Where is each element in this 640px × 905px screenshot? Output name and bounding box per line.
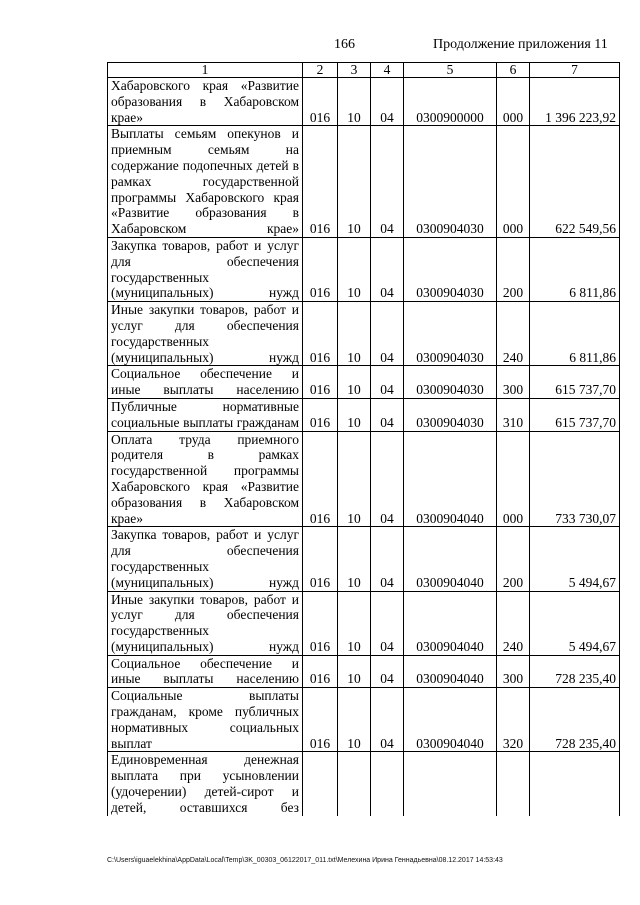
table-row bbox=[108, 237, 620, 301]
cell-col-3: 10 bbox=[338, 366, 371, 399]
cell-col-4: 04 bbox=[371, 78, 404, 126]
cell-col-7: 5 494,67 bbox=[530, 591, 620, 655]
budget-table bbox=[107, 62, 620, 816]
cell-col-2: 016 bbox=[303, 126, 338, 238]
cell-col-7: 1 396 223,92 bbox=[530, 78, 620, 126]
column-header: 5 bbox=[404, 63, 497, 78]
cell-col-6: 300 bbox=[497, 366, 530, 399]
table-row bbox=[108, 655, 620, 688]
cell-col-4: 04 bbox=[371, 688, 404, 752]
cell-col-6: 300 bbox=[497, 655, 530, 688]
cell-col-3: 10 bbox=[338, 688, 371, 752]
cell-col-5: 0300904040 bbox=[404, 591, 497, 655]
cell-col-7: 615 737,70 bbox=[530, 366, 620, 399]
cell-col-4: 04 bbox=[371, 302, 404, 366]
cell-col-7: 622 549,56 bbox=[530, 126, 620, 238]
cell-col-2: 016 bbox=[303, 655, 338, 688]
table-row bbox=[108, 527, 620, 591]
cell-col-3: 10 bbox=[338, 527, 371, 591]
cell-col-6: 000 bbox=[497, 431, 530, 527]
table-row bbox=[108, 591, 620, 655]
row-description: Закупка товаров, работ и услуг для обеспечения государственных (муниципальных) нужд bbox=[108, 237, 303, 301]
cell-col-2: 016 bbox=[303, 302, 338, 366]
cell-col-3: 10 bbox=[338, 398, 371, 431]
cell-col-7: 6 811,86 bbox=[530, 237, 620, 301]
cell-col-3: 10 bbox=[338, 591, 371, 655]
cell-col-2: 016 bbox=[303, 688, 338, 752]
row-description: Закупка товаров, работ и услуг для обеспечения государственных (муниципальных) нужд bbox=[108, 527, 303, 591]
cell-col-5: 0300900000 bbox=[404, 78, 497, 126]
cell-col-6: 240 bbox=[497, 302, 530, 366]
row-description: Выплаты семьям опекунов и приемным семьям на содержание подопечных детей в рамках государственной программы Хабаровского края «Развитие образования в Хабаровском крае» bbox=[108, 126, 303, 238]
cell-col-2: 016 bbox=[303, 366, 338, 399]
cell-col-2: 016 bbox=[303, 527, 338, 591]
cell-col-5: 0300904030 bbox=[404, 366, 497, 399]
cell-col-6: 320 bbox=[497, 688, 530, 752]
cell-col-4: 04 bbox=[371, 398, 404, 431]
table-header-row bbox=[108, 63, 620, 78]
cell-col-2: 016 bbox=[303, 237, 338, 301]
cell-col-4: 04 bbox=[371, 431, 404, 527]
cell-col-4: 04 bbox=[371, 126, 404, 238]
cell-col-6: 240 bbox=[497, 591, 530, 655]
cell-col-5: 0300904040 bbox=[404, 431, 497, 527]
cell-col-5: 0300904040 bbox=[404, 527, 497, 591]
cell-col-3: 10 bbox=[338, 431, 371, 527]
column-header: 4 bbox=[371, 63, 404, 78]
cell-col-4 bbox=[371, 752, 404, 816]
cell-col-2 bbox=[303, 752, 338, 816]
cell-col-6 bbox=[497, 752, 530, 816]
table-row bbox=[108, 398, 620, 431]
cell-col-5: 0300904030 bbox=[404, 126, 497, 238]
column-header: 3 bbox=[338, 63, 371, 78]
table-row bbox=[108, 126, 620, 238]
row-description: Оплата труда приемного родителя в рамках государственной программы Хабаровского края «Развитие образования в Хабаровском крае» bbox=[108, 431, 303, 527]
cell-col-5: 0300904030 bbox=[404, 398, 497, 431]
cell-col-3: 10 bbox=[338, 78, 371, 126]
cell-col-5: 0300904030 bbox=[404, 237, 497, 301]
table-row bbox=[108, 302, 620, 366]
row-description: Социальное обеспечение и иные выплаты населению bbox=[108, 655, 303, 688]
cell-col-2: 016 bbox=[303, 431, 338, 527]
cell-col-7: 728 235,40 bbox=[530, 688, 620, 752]
row-description: Хабаровского края «Развитие образования в Хабаровском крае» bbox=[108, 78, 303, 126]
cell-col-6: 200 bbox=[497, 527, 530, 591]
cell-col-6: 200 bbox=[497, 237, 530, 301]
table-body bbox=[108, 63, 620, 816]
cell-col-2: 016 bbox=[303, 78, 338, 126]
cell-col-7 bbox=[530, 752, 620, 816]
cell-col-4: 04 bbox=[371, 591, 404, 655]
cell-col-3 bbox=[338, 752, 371, 816]
page-number: 166 bbox=[334, 37, 355, 52]
cell-col-7: 728 235,40 bbox=[530, 655, 620, 688]
cell-col-4: 04 bbox=[371, 366, 404, 399]
cell-col-4: 04 bbox=[371, 237, 404, 301]
cell-col-6: 000 bbox=[497, 126, 530, 238]
cell-col-5: 0300904030 bbox=[404, 302, 497, 366]
cell-col-5: 0300904040 bbox=[404, 688, 497, 752]
cell-col-4: 04 bbox=[371, 655, 404, 688]
cell-col-2: 016 bbox=[303, 398, 338, 431]
cell-col-7: 5 494,67 bbox=[530, 527, 620, 591]
cell-col-4: 04 bbox=[371, 527, 404, 591]
cell-col-5: 0300904040 bbox=[404, 655, 497, 688]
row-description: Единовременная денежная выплата при усыновлении (удочерении) детей-сирот и детей, оставшихся без bbox=[108, 752, 303, 816]
cell-col-6: 000 bbox=[497, 78, 530, 126]
column-header: 2 bbox=[303, 63, 338, 78]
table-row bbox=[108, 688, 620, 752]
cell-col-3: 10 bbox=[338, 655, 371, 688]
column-header: 6 bbox=[497, 63, 530, 78]
cell-col-2: 016 bbox=[303, 591, 338, 655]
cell-col-3: 10 bbox=[338, 302, 371, 366]
column-header: 7 bbox=[530, 63, 620, 78]
cell-col-5 bbox=[404, 752, 497, 816]
row-description: Иные закупки товаров, работ и услуг для обеспечения государственных (муниципальных) нужд bbox=[108, 302, 303, 366]
cell-col-3: 10 bbox=[338, 237, 371, 301]
column-header: 1 bbox=[108, 63, 303, 78]
cell-col-7: 733 730,07 bbox=[530, 431, 620, 527]
table-row bbox=[108, 752, 620, 816]
file-path-footer: C:\Users\iguaelekhina\AppData\Local\Temp\3K_00303_06122017_011.txt\Мелехина Ирина Геннадьевна\08.12.2017 14:53:43 bbox=[107, 857, 503, 864]
table-row bbox=[108, 366, 620, 399]
appendix-note: Продолжение приложения 11 bbox=[433, 37, 608, 52]
row-description: Иные закупки товаров, работ и услуг для обеспечения государственных (муниципальных) нужд bbox=[108, 591, 303, 655]
cell-col-3: 10 bbox=[338, 126, 371, 238]
row-description: Публичные нормативные социальные выплаты гражданам bbox=[108, 398, 303, 431]
table-row bbox=[108, 431, 620, 527]
cell-col-7: 615 737,70 bbox=[530, 398, 620, 431]
cell-col-6: 310 bbox=[497, 398, 530, 431]
row-description: Социальное обеспечение и иные выплаты населению bbox=[108, 366, 303, 399]
row-description: Социальные выплаты гражданам, кроме публичных нормативных социальных выплат bbox=[108, 688, 303, 752]
cell-col-7: 6 811,86 bbox=[530, 302, 620, 366]
table-row bbox=[108, 78, 620, 126]
